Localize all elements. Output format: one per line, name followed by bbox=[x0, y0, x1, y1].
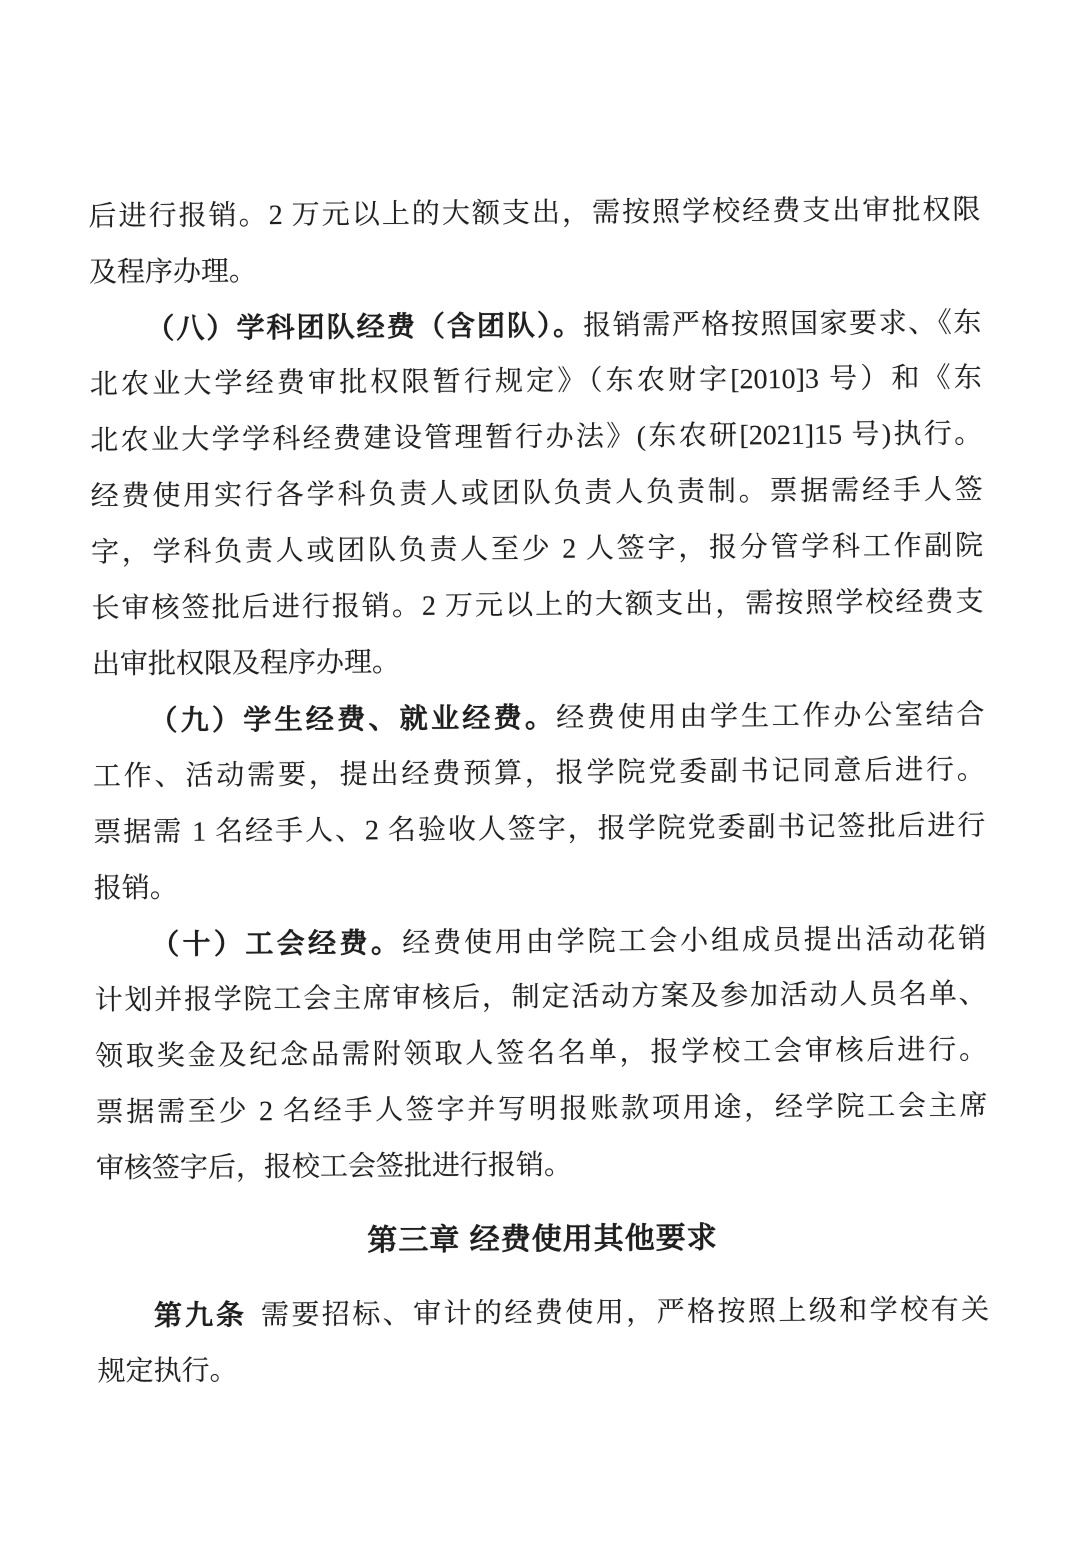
chapter-heading: 第三章 经费使用其他要求 bbox=[367, 1221, 718, 1258]
line-text: 工作、活动需要，提出经费预算，报学院党委副书记同意后进行。 bbox=[92, 754, 985, 793]
line-text: 后进行报销。2 万元以上的大额支出，需按照学校经费支出审批权限 bbox=[88, 194, 981, 233]
line-text: 报销。 bbox=[93, 872, 178, 905]
line-text: 北农业大学经费审批权限暂行规定》（东农财字[2010]3 号）和《东 bbox=[89, 362, 982, 401]
line-text: 字，学科负责人或团队负责人至少 2 人签字，报分管学科工作副院 bbox=[90, 530, 984, 569]
line-text: 计划并报学院工会主席审核后，制定活动方案及参加活动人员名单、 bbox=[94, 978, 987, 1017]
document-line bbox=[90, 407, 982, 470]
line-text: 规定执行。 bbox=[97, 1355, 238, 1388]
line-text: 票据需至少 2 名经手人签字并写明报账款项用途，经学院工会主席 bbox=[95, 1090, 988, 1129]
line-text: 经费使用由学院工会小组成员提出活动花销 bbox=[402, 923, 987, 960]
line-text: 审核签字后，报校工会签批进行报销。 bbox=[95, 1149, 573, 1185]
document-line bbox=[88, 183, 980, 246]
document-line bbox=[95, 1022, 987, 1085]
line-text: 经费使用实行各学科负责人或团队负责人负责制。票据需经手人签 bbox=[90, 474, 983, 513]
line-text: 领取奖金及纪念品需附领取人签名名单，报学校工会审核后进行。 bbox=[94, 1034, 988, 1073]
document-line bbox=[94, 966, 986, 1029]
line-text: 出审批权限及程序办理。 bbox=[91, 647, 401, 681]
document-line bbox=[89, 239, 981, 302]
item-8-label: （八）学科团队经费（含团队）。 bbox=[146, 309, 584, 345]
document-line-item-8 bbox=[89, 295, 981, 358]
document-line bbox=[96, 1134, 988, 1197]
document-line-item-10 bbox=[94, 910, 986, 973]
article-9-label: 第九条 bbox=[153, 1299, 248, 1332]
document-line bbox=[90, 351, 982, 414]
document-line bbox=[93, 798, 985, 861]
document-line-article-9 bbox=[97, 1281, 989, 1344]
document-line bbox=[93, 742, 985, 805]
item-10-label: （十）工会经费。 bbox=[151, 927, 403, 961]
line-text: 及程序办理。 bbox=[88, 256, 258, 289]
line-text: 北农业大学学科经费建设管理暂行办法》(东农研[2021]15 号)执行。 bbox=[90, 418, 983, 457]
line-text: 长审核签批后进行报销。2 万元以上的大额支出，需按照学校经费支 bbox=[91, 586, 984, 625]
document-line bbox=[95, 1078, 987, 1141]
document-line bbox=[91, 575, 983, 638]
item-9-label: （九）学生经费、就业经费。 bbox=[149, 701, 557, 737]
document-line bbox=[97, 1337, 989, 1400]
line-text: 票据需 1 名经手人、2 名验收人签字，报学院党委副书记签批后进行 bbox=[93, 810, 986, 849]
document-line bbox=[92, 631, 984, 694]
document-line bbox=[91, 519, 983, 582]
line-text: 经费使用由学生工作办公室结合 bbox=[556, 699, 985, 734]
document-line-item-9 bbox=[92, 687, 984, 750]
line-text: 需要招标、审计的经费使用，严格按照上级和学校有关 bbox=[260, 1294, 990, 1332]
document-line bbox=[94, 854, 986, 917]
line-text: 报销需严格按照国家要求、《东 bbox=[583, 307, 982, 342]
document-line bbox=[90, 463, 982, 526]
document-text-block bbox=[88, 183, 989, 1401]
